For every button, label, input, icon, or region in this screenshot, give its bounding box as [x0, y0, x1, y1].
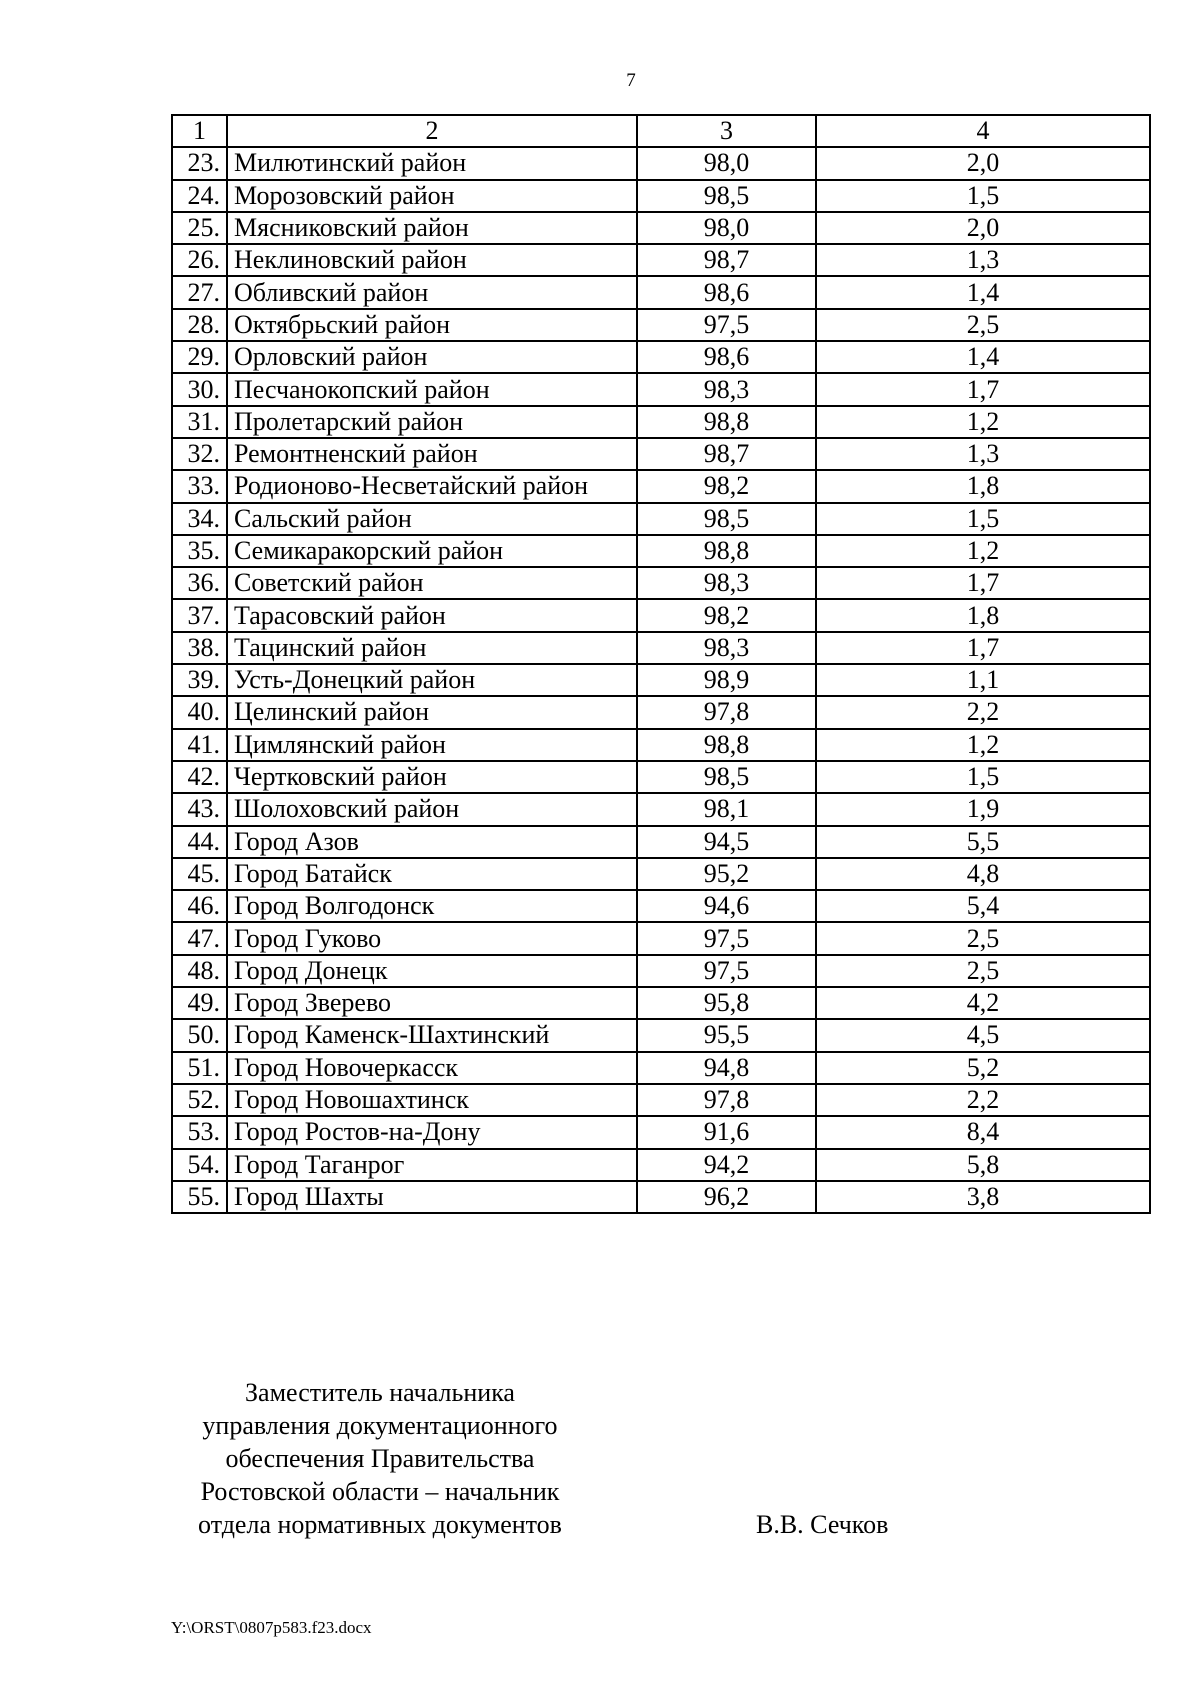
row-number-cell: 44.	[172, 826, 227, 858]
column-4-value-cell: 5,8	[816, 1149, 1150, 1181]
signature-position-line: Заместитель начальника	[245, 1378, 515, 1407]
column-4-value-cell: 1,2	[816, 406, 1150, 438]
territory-name-cell: Город Новочеркасск	[227, 1052, 637, 1084]
table-row	[172, 890, 1150, 922]
territory-name-cell: Тарасовский район	[227, 599, 637, 631]
table-row	[172, 309, 1150, 341]
column-3-value-cell: 98,2	[637, 599, 816, 631]
column-4-value-cell: 1,9	[816, 793, 1150, 825]
territory-name-cell: Целинский район	[227, 696, 637, 728]
column-3-value-cell: 98,5	[637, 761, 816, 793]
row-number-cell: 42.	[172, 761, 227, 793]
table-row	[172, 632, 1150, 664]
territory-name-cell: Советский район	[227, 567, 637, 599]
column-3-value-cell: 97,5	[637, 309, 816, 341]
signature-name: В.В. Сечков	[756, 1510, 889, 1539]
table-row	[172, 276, 1150, 308]
territory-name-cell: Октябрьский район	[227, 309, 637, 341]
territory-name-cell: Шолоховский район	[227, 793, 637, 825]
table-row	[172, 761, 1150, 793]
territory-name-cell: Город Шахты	[227, 1181, 637, 1213]
territory-name-cell: Чертковский район	[227, 761, 637, 793]
column-4-value-cell: 2,2	[816, 696, 1150, 728]
column-4-value-cell: 2,5	[816, 922, 1150, 954]
territory-name-cell: Город Каменск-Шахтинский	[227, 1019, 637, 1051]
territory-name-cell: Обливский район	[227, 276, 637, 308]
column-4-value-cell: 4,2	[816, 987, 1150, 1019]
column-3-value-cell: 98,6	[637, 341, 816, 373]
column-3-value-cell: 94,2	[637, 1149, 816, 1181]
column-3-value-cell: 98,8	[637, 406, 816, 438]
column-3-value-cell: 95,2	[637, 858, 816, 890]
table-row	[172, 1019, 1150, 1051]
table-row	[172, 212, 1150, 244]
column-3-value-cell: 98,7	[637, 244, 816, 276]
row-number-cell: 30.	[172, 373, 227, 405]
column-3-value-cell: 97,8	[637, 1084, 816, 1116]
table-row	[172, 955, 1150, 987]
column-4-value-cell: 1,4	[816, 276, 1150, 308]
territory-name-cell: Ремонтненский район	[227, 438, 637, 470]
column-3-value-cell: 98,3	[637, 373, 816, 405]
signature-position-line: отдела нормативных документов	[198, 1510, 562, 1539]
column-4-value-cell: 1,2	[816, 535, 1150, 567]
table-row	[172, 696, 1150, 728]
territory-name-cell: Город Донецк	[227, 955, 637, 987]
column-3-value-cell: 98,1	[637, 793, 816, 825]
column-4-value-cell: 5,5	[816, 826, 1150, 858]
column-3-value-cell: 96,2	[637, 1181, 816, 1213]
column-3-value-cell: 95,8	[637, 987, 816, 1019]
table-row	[172, 729, 1150, 761]
table-row	[172, 470, 1150, 502]
territory-name-cell: Город Новошахтинск	[227, 1084, 637, 1116]
column-4-value-cell: 1,7	[816, 632, 1150, 664]
column-4-value-cell: 1,5	[816, 180, 1150, 212]
header-cell-1: 1	[172, 115, 227, 147]
table-header	[172, 115, 1150, 147]
table-row	[172, 1052, 1150, 1084]
row-number-cell: 51.	[172, 1052, 227, 1084]
territory-name-cell: Город Зверево	[227, 987, 637, 1019]
territory-name-cell: Цимлянский район	[227, 729, 637, 761]
column-3-value-cell: 98,8	[637, 729, 816, 761]
header-cell-3: 3	[637, 115, 816, 147]
signature-position-line: управления документационного	[202, 1411, 558, 1440]
row-number-cell: 23.	[172, 147, 227, 179]
row-number-cell: 27.	[172, 276, 227, 308]
territory-name-cell: Город Азов	[227, 826, 637, 858]
territory-name-cell: Орловский район	[227, 341, 637, 373]
table-row	[172, 1181, 1150, 1213]
table-row	[172, 341, 1150, 373]
territory-name-cell: Тацинский район	[227, 632, 637, 664]
column-3-value-cell: 97,8	[637, 696, 816, 728]
territory-name-cell: Мясниковский район	[227, 212, 637, 244]
column-4-value-cell: 1,4	[816, 341, 1150, 373]
table-row	[172, 922, 1150, 954]
column-4-value-cell: 2,0	[816, 147, 1150, 179]
column-3-value-cell: 98,2	[637, 470, 816, 502]
header-cell-2: 2	[227, 115, 637, 147]
column-4-value-cell: 1,7	[816, 567, 1150, 599]
row-number-cell: 49.	[172, 987, 227, 1019]
row-number-cell: 36.	[172, 567, 227, 599]
table-row	[172, 793, 1150, 825]
signature-position-line: Ростовской области – начальник	[200, 1477, 560, 1506]
column-4-value-cell: 1,5	[816, 761, 1150, 793]
territory-name-cell: Усть-Донецкий район	[227, 664, 637, 696]
territory-name-cell: Город Волгодонск	[227, 890, 637, 922]
table-body	[172, 147, 1150, 1213]
row-number-cell: 40.	[172, 696, 227, 728]
table-header-row	[172, 115, 1150, 147]
row-number-cell: 34.	[172, 503, 227, 535]
column-4-value-cell: 2,5	[816, 955, 1150, 987]
row-number-cell: 46.	[172, 890, 227, 922]
column-3-value-cell: 98,5	[637, 180, 816, 212]
column-4-value-cell: 4,8	[816, 858, 1150, 890]
data-table	[171, 114, 1151, 1214]
signature-position	[150, 1376, 610, 1541]
column-3-value-cell: 98,3	[637, 632, 816, 664]
table-row	[172, 1084, 1150, 1116]
row-number-cell: 26.	[172, 244, 227, 276]
column-3-value-cell: 98,7	[637, 438, 816, 470]
table-row	[172, 599, 1150, 631]
row-number-cell: 41.	[172, 729, 227, 761]
territory-name-cell: Город Батайск	[227, 858, 637, 890]
row-number-cell: 32.	[172, 438, 227, 470]
column-4-value-cell: 5,4	[816, 890, 1150, 922]
table-row	[172, 438, 1150, 470]
column-3-value-cell: 94,8	[637, 1052, 816, 1084]
column-4-value-cell: 1,5	[816, 503, 1150, 535]
territory-name-cell: Родионово-Несветайский район	[227, 470, 637, 502]
row-number-cell: 54.	[172, 1149, 227, 1181]
column-3-value-cell: 98,0	[637, 147, 816, 179]
table-row	[172, 535, 1150, 567]
territory-name-cell: Город Гуково	[227, 922, 637, 954]
row-number-cell: 39.	[172, 664, 227, 696]
table-row	[172, 567, 1150, 599]
row-number-cell: 50.	[172, 1019, 227, 1051]
row-number-cell: 33.	[172, 470, 227, 502]
column-3-value-cell: 98,9	[637, 664, 816, 696]
row-number-cell: 48.	[172, 955, 227, 987]
row-number-cell: 47.	[172, 922, 227, 954]
territory-name-cell: Морозовский район	[227, 180, 637, 212]
column-4-value-cell: 1,8	[816, 599, 1150, 631]
column-4-value-cell: 1,1	[816, 664, 1150, 696]
column-3-value-cell: 98,3	[637, 567, 816, 599]
column-3-value-cell: 94,6	[637, 890, 816, 922]
column-4-value-cell: 1,3	[816, 438, 1150, 470]
column-3-value-cell: 97,5	[637, 922, 816, 954]
table-row	[172, 664, 1150, 696]
signature-position-line: обеспечения Правительства	[225, 1444, 535, 1473]
territory-name-cell: Город Таганрог	[227, 1149, 637, 1181]
column-4-value-cell: 3,8	[816, 1181, 1150, 1213]
table-row	[172, 244, 1150, 276]
territory-name-cell: Семикаракорский район	[227, 535, 637, 567]
row-number-cell: 25.	[172, 212, 227, 244]
column-4-value-cell: 1,8	[816, 470, 1150, 502]
table-row	[172, 826, 1150, 858]
column-4-value-cell: 2,0	[816, 212, 1150, 244]
table-row	[172, 406, 1150, 438]
column-3-value-cell: 98,5	[637, 503, 816, 535]
territory-name-cell: Песчанокопский район	[227, 373, 637, 405]
column-3-value-cell: 95,5	[637, 1019, 816, 1051]
file-path: Y:\ORST\0807p583.f23.docx	[171, 1618, 372, 1637]
column-4-value-cell: 1,3	[816, 244, 1150, 276]
header-cell-4: 4	[816, 115, 1150, 147]
column-3-value-cell: 97,5	[637, 955, 816, 987]
row-number-cell: 55.	[172, 1181, 227, 1213]
column-3-value-cell: 98,6	[637, 276, 816, 308]
territory-name-cell: Сальский район	[227, 503, 637, 535]
column-4-value-cell: 1,2	[816, 729, 1150, 761]
column-4-value-cell: 8,4	[816, 1116, 1150, 1148]
territory-name-cell: Город Ростов-на-Дону	[227, 1116, 637, 1148]
page-number: 7	[626, 70, 636, 91]
table-row	[172, 1149, 1150, 1181]
column-4-value-cell: 2,2	[816, 1084, 1150, 1116]
table-row	[172, 373, 1150, 405]
table-row	[172, 1116, 1150, 1148]
row-number-cell: 24.	[172, 180, 227, 212]
row-number-cell: 35.	[172, 535, 227, 567]
row-number-cell: 43.	[172, 793, 227, 825]
table-row	[172, 858, 1150, 890]
row-number-cell: 52.	[172, 1084, 227, 1116]
column-4-value-cell: 2,5	[816, 309, 1150, 341]
territory-name-cell: Пролетарский район	[227, 406, 637, 438]
column-3-value-cell: 98,8	[637, 535, 816, 567]
row-number-cell: 38.	[172, 632, 227, 664]
table-row	[172, 987, 1150, 1019]
column-4-value-cell: 4,5	[816, 1019, 1150, 1051]
table-row	[172, 503, 1150, 535]
row-number-cell: 37.	[172, 599, 227, 631]
row-number-cell: 53.	[172, 1116, 227, 1148]
column-4-value-cell: 5,2	[816, 1052, 1150, 1084]
column-3-value-cell: 94,5	[637, 826, 816, 858]
table-row	[172, 147, 1150, 179]
row-number-cell: 31.	[172, 406, 227, 438]
column-3-value-cell: 91,6	[637, 1116, 816, 1148]
column-4-value-cell: 1,7	[816, 373, 1150, 405]
row-number-cell: 28.	[172, 309, 227, 341]
territory-name-cell: Неклиновский район	[227, 244, 637, 276]
column-3-value-cell: 98,0	[637, 212, 816, 244]
table-row	[172, 180, 1150, 212]
row-number-cell: 29.	[172, 341, 227, 373]
row-number-cell: 45.	[172, 858, 227, 890]
territory-name-cell: Милютинский район	[227, 147, 637, 179]
